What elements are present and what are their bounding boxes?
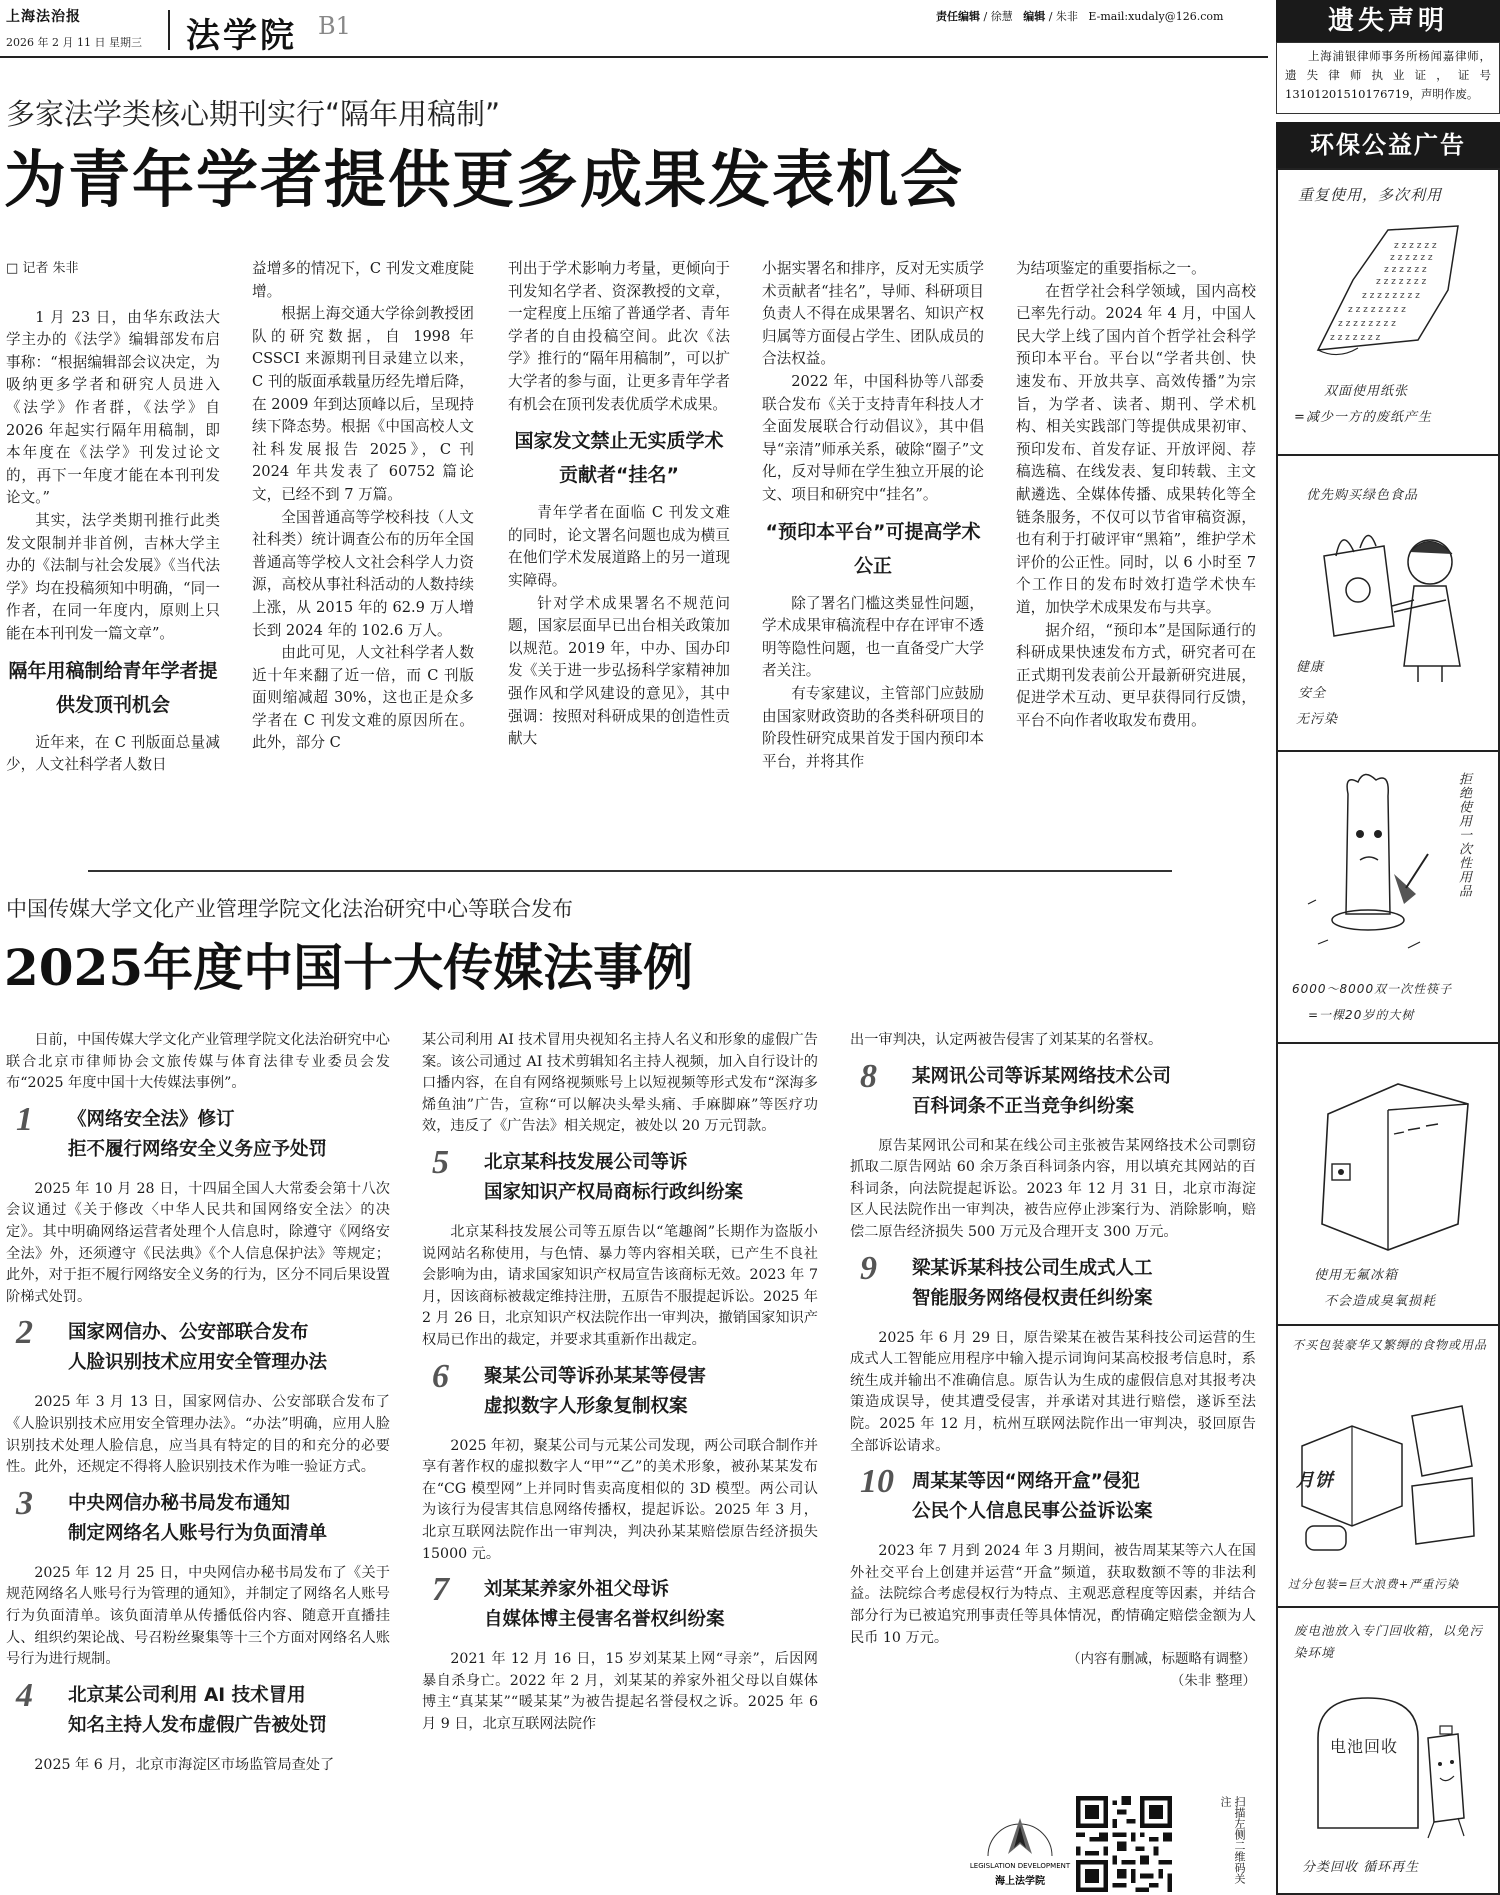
case-number: 9 (860, 1249, 877, 1287)
case-title-line: 聚某公司等诉孙某某等侵害 (484, 1365, 707, 1387)
article2-headline: 2025年度中国十大传媒法事例 (4, 938, 694, 997)
ad-caption: 无污染 (1296, 712, 1339, 727)
article2-column-3 (850, 1030, 1256, 1692)
svg-text:z z z z z z: z z z z z z (1394, 241, 1437, 251)
ad-caption: 不会造成臭氧损耗 (1324, 1294, 1437, 1309)
ad-caption: =减少一方的废纸产生 (1294, 410, 1432, 425)
article1-kicker: 多家法学类核心期刊实行“隔年用稿制” (6, 97, 501, 131)
case-title (68, 1489, 327, 1549)
ad-panel-paper (1278, 170, 1498, 456)
paper-sheet-icon (1298, 220, 1478, 370)
paragraph: 针对学术成果署名不规范问题，国家层面早已出台相关政策加以规范。2019 年，中办、国办印发《关于进一步弘扬科学家精神加强作风和学风建设的意见》，其中强调：按照对科研成果的创造性贡献大 (508, 594, 730, 748)
case-heading (422, 1143, 818, 1216)
paragraph: 根据上海交通大学徐剑教授团队的研究数据，自 1998 年 CSSCI 来源期刊目录建立以来，C 刊的版面承载量历经先增后降，在 2009 年到达顶峰以后，呈现持续下降态势。根据《中国高校人文社科发展报告 2025》，C 刊 2024 年共发表了 60752 篇论文，已经不到 7 万篇。 (252, 305, 474, 503)
paragraph: 1 月 23 日，由华东政法大学主办的《法学》编辑部发布启事称：“根据编辑部会议决定，为吸纳更多学者和研究人员进入《法学》作者群，《法学》自 2026 年起实行隔年用稿制，即本年度在《法学》刊发过论文的，再下一年度才能在本刊刊发论文。” (6, 308, 220, 507)
subhead: 隔年用稿制给青年学者提供发顶刊机会 (8, 659, 218, 716)
subhead: “预印本平台”可提高学术公正 (765, 520, 981, 577)
case-title-line: 虚拟数字人形象复制权案 (484, 1395, 688, 1417)
article1-column-2 (252, 258, 474, 755)
case-title-line: 中央网信办秘书局发布通知 (68, 1492, 291, 1514)
ad-caption: 重复使用，多次利用 (1298, 186, 1443, 204)
svg-text:z z z z z z z z: z z z z z z z z (1348, 305, 1406, 315)
case-body: 2025 年初，聚某公司与元某公司发现，两公司联合制作并享有著作权的虚拟数字人“甲”“乙”的美术形象，被孙某某发布在“CG 模型网”上并同时售卖高度相似的 3D 模型。两公司认为该行为侵害其信息网络传播权，提起诉讼。2025 年 3 月，北京互联网法院作出一审判决，判决孙某某赔偿原告经济损失 15000 元。 (422, 1437, 818, 1562)
case-heading (850, 1249, 1256, 1322)
case-title-line: 某网讯公司等诉某网络技术公司 (912, 1065, 1172, 1087)
section-title: 法学院 (186, 16, 297, 56)
case-number: 6 (432, 1357, 449, 1395)
case-body: 2025 年 12 月 25 日，中央网信办秘书局发布了《关于规范网络名人账号行为管理的通知》，并制定了网络名人账号行为负面清单。该负面清单从传播低俗内容、随意开直播挂人、组织约架论战、号召粉丝聚集等十三个方面对网络名人账号行为进行规制。 (6, 1564, 390, 1668)
ad-caption: 优先购买绿色食品 (1306, 488, 1419, 503)
paragraph: 刊出于学术影响力考量，更倾向于刊发知名学者、资深教授的文章，一定程度上压缩了普通学者、青年学者的自由投稿空间。此次《法学》推行的“隔年用稿制”，可以扩大学者的参与面，让更多青年学者有机会在顶刊发表优质学术成果。 (508, 260, 730, 413)
case-title-line: 周某某等因“网络开盒”侵犯 (912, 1471, 1140, 1493)
right-sidebar (1276, 0, 1500, 1895)
svg-text:z z z z z z z z: z z z z z z z z (1338, 319, 1396, 329)
article1-column-5 (1016, 258, 1256, 732)
qr-code[interactable] (1076, 1796, 1172, 1892)
svg-text:z z z z z z z z: z z z z z z z z (1362, 291, 1420, 301)
paragraph: 2022 年，中国科协等八部委联合发布《关于支持青年科技人才全面发展联合行动倡议》，其中倡导“亲清”师承关系，破除“圈子”文化，反对导师在学生独立开展的论文、项目和研究中“挂名”。 (762, 372, 984, 503)
case-body: 2025 年 6 月，北京市海淀区市场监管局查处了 (34, 1756, 335, 1773)
ad-caption: 6000～8000双一次性筷子 (1292, 982, 1453, 996)
ad-caption: 安全 (1298, 686, 1327, 701)
editor-label: 责任编辑 (936, 10, 980, 23)
case-body: 2021 年 12 月 16 日，15 岁刘某某上网“寻亲”，后因网暴自杀身亡。2022 年 2 月，刘某某的养家外祖父母以自媒体博主“真某某”“暖某某”为被告提起名誉侵权之诉。2025 年 6 月 9 日，北京互联网法院作 (422, 1651, 818, 1732)
editor-note: （内容有删减，标题略有调整） (1067, 1651, 1256, 1668)
battery-bin-icon (1298, 1678, 1488, 1848)
case-title (912, 1062, 1171, 1122)
case-heading (850, 1057, 1256, 1130)
editor2-label: 编辑 (1023, 10, 1046, 23)
case-heading (6, 1484, 390, 1557)
article1-column-3 (508, 258, 730, 751)
article1-headline: 为青年学者提供更多成果发表机会 (4, 143, 965, 216)
case-number: 3 (16, 1484, 33, 1522)
ad-caption: 电池回收 (1330, 1737, 1399, 1756)
ad-panel-disposable (1278, 752, 1498, 1044)
case-title (68, 1681, 327, 1741)
issue-date: 2026 年 2 月 11 日 星期三 (6, 36, 142, 49)
case-number: 8 (860, 1057, 877, 1095)
case-body: 2025 年 3 月 13 日，国家网信办、公安部联合发布了《人脸识别技术应用安全管理办法》。“办法”明确，应用人脸识别技术处理人脸信息，应当具有特定的目的和充分的必要性。此外，还规定不得将人脸识别技术作为唯一验证方式。 (6, 1394, 390, 1476)
case-title (68, 1318, 327, 1378)
editor-credits: 责任编辑 / 徐慧 编辑 / 朱非 E-mail:xudaly@126.com (936, 10, 1224, 23)
compiler-credit: （朱非 整理） (1170, 1672, 1256, 1689)
case-title-line: 拒不履行网络安全义务应予处罚 (68, 1138, 328, 1160)
svg-text:z z z z z z: z z z z z z (1384, 265, 1427, 275)
email-address: E-mail:xudaly@126.com (1088, 10, 1224, 23)
paragraph: 青年学者在面临 C 刊发文难的同时，论文署名问题也成为横亘在他们学术发展道路上的另一道现实障碍。 (508, 504, 730, 589)
lost-notice-title: 遗失声明 (1276, 0, 1500, 42)
article1-column-4 (762, 258, 984, 773)
case-number: 7 (432, 1571, 449, 1609)
ad-title: 环保公益广告 (1276, 122, 1500, 168)
paragraph: 在哲学社会科学领域，国内高校已率先行动。2024 年 4 月，中国人民大学上线了国内首个哲学社会科学预印本平台。平台以“学者共创、快速发布、开放共享、高效传播”为宗旨，为学者、读者、期刊、学术机构、相关实践部门等提供成果初审、预印发布、首发存证、开放评阅、荐稿选稿、在线发表、复印转载、主文献遴选、全媒体传播、成果转化等全链条服务，不仅可以节省审稿资源，也有利于打破评审“黑箱”，维护学术评价的公正性。同时，以 6 小时至 7 个工作日的发布时效打造学术快车道，加快学术成果发布与共享。 (1016, 282, 1256, 616)
svg-text:z z z z z z z: z z z z z z z (1376, 277, 1427, 287)
case-title-line: 智能服务网络侵权责任纠纷案 (912, 1287, 1153, 1309)
case-title (484, 1362, 706, 1422)
fridge-icon (1308, 1074, 1478, 1254)
paragraph: 全国普通高等学校科技（人文社科类）统计调查公布的历年全国普通高等学校人文社会科学人力资源，高校从事社科活动的人数持续上涨，从 2015 年的 62.9 万人增长到 2024 年的 102.6 万人。 (252, 508, 474, 639)
case-body: 原告某网讯公司和某在线公司主张被告某网络技术公司剽窃抓取二原告网站 60 余万条百科词条内容，用以填充其网站的百科词条，向法院提起诉讼。2023 年 12 月 31 日，北京市海淀区人民法院作出一审判决，被告应停止涉案行为、消除影响，赔偿二原告经济损失 500 万元及合理开支 300 万元。 (850, 1137, 1256, 1240)
case-title-line: 北京某科技发展公司等诉 (484, 1151, 688, 1173)
case-title-line: 知名主持人发布虚假广告被处罚 (68, 1714, 328, 1736)
case-body: 2025 年 6 月 29 日，原告梁某在被告某科技公司运营的生成式人工智能应用程序中输入提示词询问某高校报考信息时，系统生成并输出不准确信息。原告认为生成的虚假信息对其报考决策造成误导，使其遭受侵害，并承诺对其进行赔偿，遂诉至法院。2025 年 12 月，杭州互联网法院作出一审判决，驳回原告全部诉讼请求。 (850, 1329, 1256, 1454)
svg-text:z z z z z z z: z z z z z z z (1330, 333, 1381, 343)
case-body-continued: 出一审判决，认定两被告侵害了刘某某的名誉权。 (850, 1032, 1163, 1048)
shopping-girl-icon (1314, 516, 1474, 686)
section-divider (88, 870, 1172, 872)
paragraph: 除了署名门槛这类显性问题，学术成果审稿流程中存在评审不透明等隐性问题，也一直备受广大学者关注。 (762, 594, 984, 680)
case-number: 4 (16, 1676, 33, 1714)
subhead: 国家发文禁止无实质学术贡献者“挂名” (514, 430, 724, 487)
ad-caption: 分类回收 循环再生 (1302, 1860, 1420, 1875)
paragraph: 其实，法学类期刊推行此类发文限制并非首例，吉林大学主办的《法制与社会发展》《当代法学》均在投稿须知中明确，“同一作者，在同一年度内，原则上只能在本刊刊发一篇文章”。 (6, 511, 220, 642)
paragraph: 为结项鉴定的重要指标之一。 (1016, 260, 1206, 277)
ad-panel-food (1278, 456, 1498, 752)
ad-caption: 使用无氟冰箱 (1314, 1268, 1399, 1283)
case-body: 北京某科技发展公司等五原告以“笔趣阁”长期作为盗版小说网站名称使用，与色情、暴力等内容相关联，已产生不良社会影响为由，请求国家知识产权局宣告该商标无效。2023 年 7 月，因该商标被裁定维持注册，五原告不服提起诉讼。2025 年 2 月 26 日，北京知识产权法院作出一审判决，撤销国家知识产权局已作出的裁定，并要求其重新作出裁定。 (422, 1223, 818, 1348)
case-title-line: 国家知识产权局商标行政纠纷案 (484, 1181, 744, 1203)
case-title (912, 1254, 1153, 1314)
article2-kicker: 中国传媒大学文化产业管理学院文化法治研究中心等联合发布 (6, 897, 573, 921)
case-title-line: 国家网信办、公安部联合发布 (68, 1322, 309, 1344)
case-title-line: 北京某公司利用 AI 技术冒用 (68, 1684, 306, 1706)
case-heading (6, 1100, 390, 1173)
paragraph: 近年来，在 C 刊版面总量减少，人文社科学者人数日 (6, 733, 220, 774)
paragraph: 小据实署名和排序，反对无实质学术贡献者“挂名”，导师、科研项目负责人不得在成果署名、知识产权归属等方面侵占学生、团队成员的合法权益。 (762, 260, 984, 368)
intro-paragraph: 日前，中国传媒大学文化产业管理学院文化法治研究中心联合北京市律师协会文旅传媒与体育法律专业委员会发布“2025 年度中国十大传媒法事例”。 (6, 1032, 390, 1092)
qr-caption: 扫描左侧二维码关注 (1219, 1796, 1246, 1884)
tree-stump-icon (1298, 764, 1438, 964)
editor2-name: 朱非 (1055, 10, 1078, 23)
paragraph: 有专家建议，主管部门应鼓励由国家财政资助的各类科研项目的阶段性研究成果首发于国内预印本平台，并将其作 (762, 684, 984, 770)
case-title-line: 制定网络名人账号行为负面清单 (68, 1522, 328, 1544)
case-heading (422, 1573, 818, 1643)
article1-column-1 (6, 258, 220, 777)
page-number: B1 (318, 12, 351, 40)
masthead-divider (168, 10, 170, 50)
ad-caption: 废电池放入专门回收箱，以免污染环境 (1294, 1623, 1484, 1660)
case-title (484, 1575, 725, 1635)
ad-panel-fridge (1278, 1044, 1498, 1326)
case-title (68, 1105, 327, 1165)
logo-caption: LEGISLATION DEVELOPMENT (969, 1862, 1071, 1870)
case-title-line: 人脸识别技术应用安全管理办法 (68, 1352, 328, 1374)
ad-caption: 拒绝使用一次性用品 (1456, 772, 1471, 898)
case-title-line: 梁某诉某科技公司生成式人工 (912, 1257, 1153, 1279)
paper-name: 上海法治报 (6, 9, 81, 25)
case-title-line: 刘某某养家外祖父母诉 (484, 1579, 670, 1601)
eco-ad-box (1276, 168, 1500, 1895)
paragraph: 由此可见，人文社科学者人数近十年来翻了近一倍，而 C 刊版面则缩减超 30%，这也正是众多学者在 C 刊发文难的原因所在。此外，部分 C (252, 644, 474, 752)
paragraph: 益增多的情况下，C 刊发文难度陡增。 (252, 260, 474, 300)
case-title-line: 公民个人信息民事公益诉讼案 (912, 1501, 1153, 1523)
ad-caption: 过分包装=巨大浪费+严重污染 (1288, 1577, 1460, 1591)
editor-name: 徐慧 (990, 10, 1013, 23)
ad-panel-battery (1278, 1608, 1498, 1893)
logo-subtitle: 海上法学院 (995, 1876, 1045, 1887)
case-title (912, 1467, 1153, 1527)
case-heading (6, 1316, 390, 1386)
svg-text:z z z z z z: z z z z z z (1390, 253, 1433, 263)
case-title (484, 1148, 743, 1208)
case-heading (850, 1465, 1256, 1535)
paragraph: 据介绍，“预印本”是国际通行的科研成果快速发布方式，研究者可在正式期刊发表前公开最新研究进展，促进学术互动、更早获得同行反馈，平台不向作者收取发布费用。 (1016, 621, 1256, 729)
case-title-line: 自媒体博主侵害名誉权纠纷案 (484, 1609, 725, 1631)
case-number: 1 (16, 1100, 33, 1138)
case-heading (6, 1676, 390, 1749)
case-body: 2025 年 10 月 28 日，十四届全国人大常委会第十八次会议通过《关于修改〈中华人民共和国网络安全法〉的决定》。其中明确网络运营者处理个人信息时，除遵守《网络安全法》外，还须遵守《民法典》《个人信息保护法》等规定；此外，对于拒不履行网络安全义务的行为，区分不同后果设置阶梯式处罚。 (6, 1180, 390, 1305)
byline: □ 记者 朱非 (6, 261, 79, 276)
case-body-continued: 某公司利用 AI 技术冒用央视知名主持人名义和形象的虚假广告案。该公司通过 AI 技术剪辑知名主持人视频，加入自行设计的口播内容，在自有网络视频账号上以短视频等形式发布“深海多烯鱼油”广告，宣称“可以解决头晕头痛、手麻脚麻”等医疗功效，违反了《广告法》相关规定，被处以 20 万元罚款。 (422, 1032, 818, 1135)
ad-caption: 月饼 (1296, 1470, 1334, 1491)
case-title-line: 《网络安全法》修订 (68, 1108, 235, 1130)
article2-column-2 (422, 1030, 818, 1735)
ad-caption: 双面使用纸张 (1324, 384, 1409, 399)
case-heading (422, 1357, 818, 1430)
masthead (0, 0, 1268, 58)
ad-panel-packaging (1278, 1326, 1498, 1608)
case-body: 2023 年 7 月到 2024 年 3 月期间，被告周某某等六人在国外社交平台上创建并运营“开盒”频道，获取数额不等的非法利益。法院综合考虑侵权行为特点、主观恶意程度等因素，并结合部分行为已被追究刑事责任等具体情况，酌情确定赔偿金额为人民币 10 万元。 (850, 1543, 1256, 1646)
ad-caption: 不买包装豪华又繁缛的食物或用品 (1292, 1338, 1488, 1352)
case-number: 5 (432, 1143, 449, 1181)
school-logo (969, 1796, 1071, 1892)
case-title-line: 百科词条不正当竞争纠纷案 (912, 1095, 1135, 1117)
ad-caption: =一棵20岁的大树 (1308, 1008, 1415, 1022)
article2-column-1 (6, 1030, 390, 1776)
lost-notice-text: 上海浦银律师事务所杨闻嘉律师，遗失律师执业证，证号13101201510176719，声明作废。 (1276, 42, 1500, 114)
ad-caption: 健康 (1296, 660, 1325, 675)
case-number: 10 (860, 1463, 894, 1501)
case-number: 2 (16, 1314, 33, 1352)
